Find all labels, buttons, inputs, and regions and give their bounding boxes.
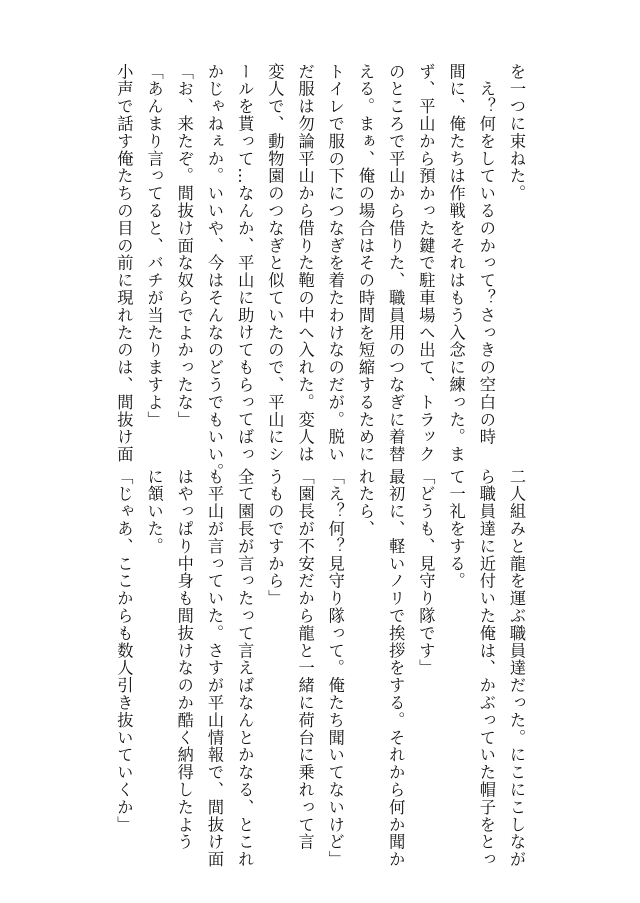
text-line: 最初に、軽いノリで挨拶をする。それから何か聞か: [386, 468, 406, 869]
text-line: ールを貰って…なんか、平山に助けてもらってばっ: [235, 63, 255, 464]
text-line: 「じゃあ、ここからも数人引き抜いていくか」: [114, 468, 134, 834]
text-line: える。まぁ、俺の場合はその時間を短縮するために: [355, 63, 375, 464]
text-block-top: [111, 63, 531, 481]
text-line: だ服は勿論平山から借りた鞄の中へ入れた。変人は: [295, 63, 315, 464]
text-line: 「お、来たぞ。間抜け面な奴らでよかったな」: [174, 63, 194, 429]
text-line: 変人で、動物園のつなぎと似ていたので、平山にシ: [265, 63, 285, 464]
text-line: のところで平山から借りた、職員用のつなぎに着替: [386, 63, 406, 464]
text-line: 「あんまり言ってると、バチが当たりますよ」: [144, 63, 164, 429]
text-line: 全て園長が言ったって言えばなんとかなる、とこれ: [235, 468, 255, 869]
text-line: 「園長が不安だから龍と一緒に荷台に乗れって言: [295, 468, 315, 851]
text-line: 「どうも、見守り隊です」: [416, 468, 436, 677]
text-line: 「え？何？見守り隊って。俺たち聞いてないけど」: [325, 468, 345, 869]
text-line: え？何をしているのかって？さっきの空白の時: [476, 63, 496, 446]
text-block-bottom: [111, 468, 531, 869]
text-line: に頷いた。: [144, 468, 164, 555]
text-line: れたら、: [355, 468, 375, 538]
text-line: も平山が言っていた。さすが平山情報で、間抜け面: [204, 468, 224, 869]
text-line: はやっぱり中身も間抜けなのか酷く納得したよう: [174, 468, 194, 851]
text-line: 間に、俺たちは作戦をそれはもう入念に練った。ま: [446, 63, 466, 464]
text-line: ず、平山から預かった鍵で駐車場へ出て、トラック: [416, 63, 436, 464]
text-line: かじゃねぇか。いいや、今はそんなのどうでもいい。: [204, 63, 224, 481]
text-line: 小声で話す俺たちの目の前に現れたのは、間抜け面: [114, 63, 134, 464]
text-line: トイレで服の下につなぎを着たわけなのだが。脱い: [325, 63, 345, 464]
text-line: て一礼をする。: [446, 468, 466, 590]
text-line: を一つに束ねた。: [507, 63, 526, 203]
text-line: うものですから」: [265, 468, 285, 608]
text-line: 二人組みと龍を運ぶ職員達だった。にこにこしなが: [507, 468, 526, 869]
text-line: ら職員達に近付いた俺は、かぶっていた帽子をとっ: [476, 468, 496, 869]
